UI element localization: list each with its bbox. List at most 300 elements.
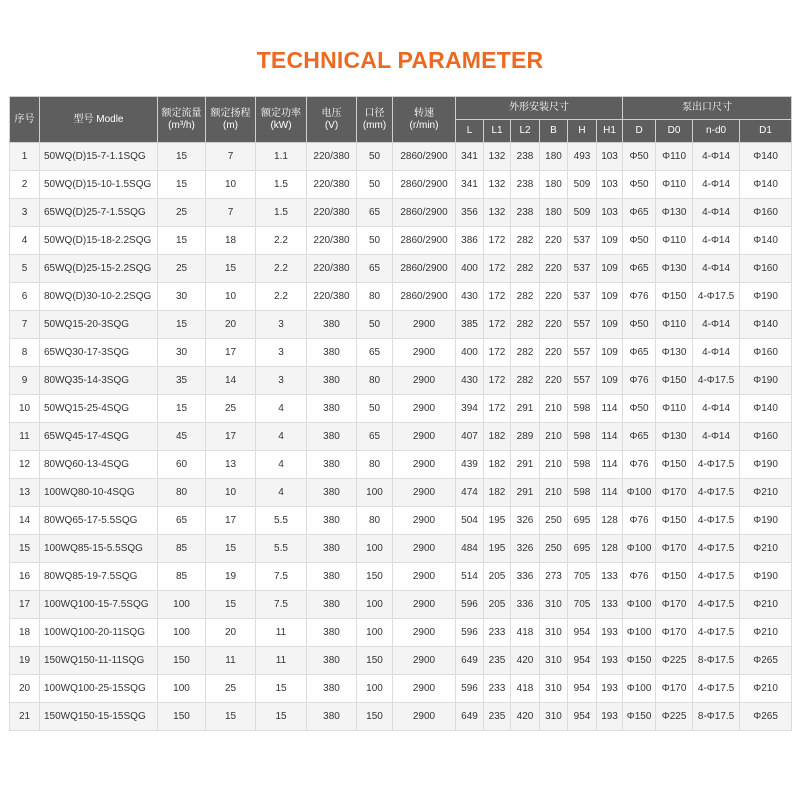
- cell-n-d0: 4-Φ14: [693, 339, 740, 367]
- header-caliber-unit: (mm): [362, 119, 387, 131]
- cell-caliber: 100: [357, 535, 393, 563]
- cell-voltage: 380: [307, 507, 357, 535]
- cell-h: 557: [568, 367, 597, 395]
- cell-flow: 150: [158, 703, 206, 731]
- cell-b: 310: [540, 591, 568, 619]
- header-l1: L1: [484, 120, 511, 143]
- cell-h: 598: [568, 395, 597, 423]
- cell-b: 180: [540, 171, 568, 199]
- cell-speed: 2860/2900: [393, 283, 456, 311]
- cell-l2: 418: [511, 675, 540, 703]
- cell-caliber: 80: [357, 283, 393, 311]
- cell-d0: Φ150: [656, 367, 693, 395]
- cell-d0: Φ130: [656, 339, 693, 367]
- cell-no: 14: [10, 507, 40, 535]
- cell-d: Φ50: [623, 227, 656, 255]
- header-d: D: [623, 120, 656, 143]
- cell-voltage: 220/380: [307, 255, 357, 283]
- cell-d: Φ65: [623, 339, 656, 367]
- cell-d1: Φ160: [740, 255, 792, 283]
- cell-d0: Φ170: [656, 619, 693, 647]
- table-row: [10, 423, 792, 451]
- cell-d1: Φ210: [740, 675, 792, 703]
- cell-d: Φ100: [623, 535, 656, 563]
- table-row: [10, 535, 792, 563]
- cell-h: 557: [568, 311, 597, 339]
- cell-power: 4: [256, 451, 307, 479]
- cell-caliber: 50: [357, 171, 393, 199]
- cell-power: 4: [256, 395, 307, 423]
- cell-b: 220: [540, 283, 568, 311]
- cell-model: 100WQ80-10-4SQG: [40, 479, 158, 507]
- cell-d: Φ50: [623, 311, 656, 339]
- cell-d: Φ76: [623, 367, 656, 395]
- cell-no: 13: [10, 479, 40, 507]
- cell-n-d0: 4-Φ17.5: [693, 563, 740, 591]
- cell-d: Φ65: [623, 255, 656, 283]
- cell-b: 250: [540, 507, 568, 535]
- cell-no: 1: [10, 143, 40, 171]
- cell-h: 598: [568, 451, 597, 479]
- cell-d1: Φ190: [740, 451, 792, 479]
- cell-l2: 238: [511, 171, 540, 199]
- cell-n-d0: 4-Φ17.5: [693, 507, 740, 535]
- cell-flow: 85: [158, 563, 206, 591]
- cell-model: 150WQ150-15-15SQG: [40, 703, 158, 731]
- cell-l: 400: [456, 255, 484, 283]
- cell-l1: 205: [484, 563, 511, 591]
- cell-l: 385: [456, 311, 484, 339]
- header-l2: L2: [511, 120, 540, 143]
- cell-h: 954: [568, 703, 597, 731]
- cell-d0: Φ130: [656, 199, 693, 227]
- cell-d0: Φ110: [656, 143, 693, 171]
- cell-caliber: 50: [357, 395, 393, 423]
- cell-flow: 30: [158, 339, 206, 367]
- cell-l1: 172: [484, 227, 511, 255]
- header-b: B: [540, 120, 568, 143]
- cell-b: 180: [540, 199, 568, 227]
- cell-n-d0: 4-Φ14: [693, 395, 740, 423]
- cell-l2: 291: [511, 479, 540, 507]
- cell-l: 341: [456, 171, 484, 199]
- table-row: [10, 675, 792, 703]
- cell-h: 493: [568, 143, 597, 171]
- cell-d0: Φ170: [656, 591, 693, 619]
- cell-h1: 109: [597, 367, 623, 395]
- cell-l2: 326: [511, 507, 540, 535]
- cell-l: 649: [456, 703, 484, 731]
- table-row: [10, 451, 792, 479]
- cell-n-d0: 8-Φ17.5: [693, 647, 740, 675]
- cell-head: 17: [206, 507, 256, 535]
- cell-speed: 2900: [393, 675, 456, 703]
- cell-d0: Φ150: [656, 283, 693, 311]
- cell-d1: Φ140: [740, 143, 792, 171]
- cell-power: 11: [256, 647, 307, 675]
- cell-l2: 291: [511, 395, 540, 423]
- cell-l1: 195: [484, 507, 511, 535]
- cell-l: 514: [456, 563, 484, 591]
- cell-power: 1.5: [256, 171, 307, 199]
- cell-flow: 80: [158, 479, 206, 507]
- cell-speed: 2860/2900: [393, 199, 456, 227]
- cell-n-d0: 4-Φ14: [693, 199, 740, 227]
- table-row: [10, 311, 792, 339]
- cell-caliber: 80: [357, 367, 393, 395]
- table-row: [10, 619, 792, 647]
- cell-h1: 133: [597, 563, 623, 591]
- cell-no: 16: [10, 563, 40, 591]
- cell-model: 80WQ65-17-5.5SQG: [40, 507, 158, 535]
- cell-n-d0: 4-Φ17.5: [693, 675, 740, 703]
- cell-n-d0: 4-Φ14: [693, 143, 740, 171]
- cell-h1: 114: [597, 479, 623, 507]
- cell-l2: 291: [511, 451, 540, 479]
- header-voltage-label: 电压: [321, 107, 342, 119]
- cell-caliber: 80: [357, 451, 393, 479]
- cell-h1: 103: [597, 199, 623, 227]
- cell-no: 3: [10, 199, 40, 227]
- cell-d0: Φ150: [656, 451, 693, 479]
- cell-no: 10: [10, 395, 40, 423]
- cell-d1: Φ190: [740, 367, 792, 395]
- cell-no: 18: [10, 619, 40, 647]
- header-outlet-group: 泵出口尺寸: [623, 97, 792, 120]
- cell-power: 7.5: [256, 591, 307, 619]
- cell-flow: 150: [158, 647, 206, 675]
- cell-voltage: 380: [307, 311, 357, 339]
- cell-d0: Φ130: [656, 423, 693, 451]
- cell-d0: Φ130: [656, 255, 693, 283]
- cell-voltage: 220/380: [307, 283, 357, 311]
- cell-d1: Φ160: [740, 199, 792, 227]
- cell-d: Φ76: [623, 451, 656, 479]
- cell-caliber: 150: [357, 563, 393, 591]
- cell-flow: 30: [158, 283, 206, 311]
- cell-caliber: 80: [357, 507, 393, 535]
- cell-b: 273: [540, 563, 568, 591]
- cell-speed: 2900: [393, 367, 456, 395]
- cell-d1: Φ140: [740, 311, 792, 339]
- cell-l: 484: [456, 535, 484, 563]
- cell-caliber: 65: [357, 199, 393, 227]
- cell-power: 4: [256, 423, 307, 451]
- cell-power: 2.2: [256, 255, 307, 283]
- cell-l: 439: [456, 451, 484, 479]
- cell-caliber: 150: [357, 647, 393, 675]
- cell-speed: 2900: [393, 703, 456, 731]
- cell-h1: 109: [597, 227, 623, 255]
- cell-caliber: 100: [357, 619, 393, 647]
- cell-l: 394: [456, 395, 484, 423]
- header-l: L: [456, 120, 484, 143]
- cell-d0: Φ110: [656, 311, 693, 339]
- cell-h: 509: [568, 199, 597, 227]
- table-row: [10, 395, 792, 423]
- cell-n-d0: 4-Φ17.5: [693, 535, 740, 563]
- cell-speed: 2860/2900: [393, 227, 456, 255]
- cell-l: 430: [456, 283, 484, 311]
- cell-h1: 133: [597, 591, 623, 619]
- cell-flow: 15: [158, 171, 206, 199]
- cell-model: 80WQ60-13-4SQG: [40, 451, 158, 479]
- table-row: [10, 143, 792, 171]
- cell-h1: 109: [597, 255, 623, 283]
- cell-no: 11: [10, 423, 40, 451]
- cell-b: 210: [540, 479, 568, 507]
- header-install-group: 外形安装尺寸: [456, 97, 623, 120]
- cell-speed: 2900: [393, 311, 456, 339]
- cell-d: Φ50: [623, 395, 656, 423]
- cell-d0: Φ150: [656, 563, 693, 591]
- cell-model: 150WQ150-11-11SQG: [40, 647, 158, 675]
- cell-l1: 233: [484, 619, 511, 647]
- cell-head: 18: [206, 227, 256, 255]
- header-caliber: [357, 97, 393, 143]
- cell-flow: 100: [158, 619, 206, 647]
- cell-l1: 235: [484, 647, 511, 675]
- cell-n-d0: 8-Φ17.5: [693, 703, 740, 731]
- cell-speed: 2900: [393, 479, 456, 507]
- cell-n-d0: 4-Φ14: [693, 423, 740, 451]
- cell-d0: Φ170: [656, 535, 693, 563]
- cell-head: 17: [206, 423, 256, 451]
- header-head: [206, 97, 256, 143]
- cell-d0: Φ110: [656, 227, 693, 255]
- cell-d: Φ100: [623, 479, 656, 507]
- cell-l: 649: [456, 647, 484, 675]
- cell-no: 7: [10, 311, 40, 339]
- cell-speed: 2900: [393, 619, 456, 647]
- cell-flow: 25: [158, 199, 206, 227]
- cell-h1: 193: [597, 619, 623, 647]
- cell-h1: 114: [597, 423, 623, 451]
- cell-l1: 172: [484, 255, 511, 283]
- cell-no: 15: [10, 535, 40, 563]
- technical-parameter-table: [9, 96, 792, 731]
- cell-n-d0: 4-Φ17.5: [693, 451, 740, 479]
- cell-power: 1.1: [256, 143, 307, 171]
- cell-speed: 2860/2900: [393, 255, 456, 283]
- cell-d1: Φ190: [740, 563, 792, 591]
- header-flow: [158, 97, 206, 143]
- cell-speed: 2860/2900: [393, 143, 456, 171]
- cell-caliber: 65: [357, 339, 393, 367]
- cell-voltage: 220/380: [307, 227, 357, 255]
- cell-no: 19: [10, 647, 40, 675]
- cell-voltage: 380: [307, 591, 357, 619]
- cell-speed: 2900: [393, 451, 456, 479]
- cell-l: 400: [456, 339, 484, 367]
- cell-d0: Φ150: [656, 507, 693, 535]
- cell-d1: Φ210: [740, 535, 792, 563]
- cell-l2: 238: [511, 143, 540, 171]
- cell-voltage: 220/380: [307, 171, 357, 199]
- header-speed-unit: (r/min): [409, 119, 439, 131]
- cell-n-d0: 4-Φ14: [693, 171, 740, 199]
- header-voltage-unit: (V): [324, 119, 339, 131]
- cell-h: 537: [568, 283, 597, 311]
- cell-power: 7.5: [256, 563, 307, 591]
- cell-l2: 282: [511, 339, 540, 367]
- cell-caliber: 50: [357, 311, 393, 339]
- cell-d: Φ150: [623, 647, 656, 675]
- cell-flow: 15: [158, 227, 206, 255]
- cell-h: 705: [568, 563, 597, 591]
- cell-flow: 25: [158, 255, 206, 283]
- cell-no: 9: [10, 367, 40, 395]
- cell-voltage: 380: [307, 563, 357, 591]
- cell-head: 14: [206, 367, 256, 395]
- cell-d: Φ100: [623, 675, 656, 703]
- table-row: [10, 171, 792, 199]
- cell-power: 15: [256, 675, 307, 703]
- cell-l1: 172: [484, 395, 511, 423]
- cell-head: 10: [206, 283, 256, 311]
- cell-voltage: 380: [307, 619, 357, 647]
- cell-l1: 132: [484, 199, 511, 227]
- table-row: [10, 227, 792, 255]
- cell-d1: Φ140: [740, 227, 792, 255]
- cell-head: 7: [206, 143, 256, 171]
- cell-caliber: 50: [357, 227, 393, 255]
- cell-power: 1.5: [256, 199, 307, 227]
- cell-power: 4: [256, 479, 307, 507]
- header-h1: H1: [597, 120, 623, 143]
- cell-l: 504: [456, 507, 484, 535]
- cell-b: 310: [540, 647, 568, 675]
- cell-h1: 193: [597, 703, 623, 731]
- cell-voltage: 380: [307, 423, 357, 451]
- table-row: [10, 647, 792, 675]
- cell-head: 10: [206, 479, 256, 507]
- cell-h: 598: [568, 479, 597, 507]
- cell-l2: 282: [511, 255, 540, 283]
- cell-no: 6: [10, 283, 40, 311]
- cell-speed: 2860/2900: [393, 171, 456, 199]
- cell-l1: 205: [484, 591, 511, 619]
- cell-head: 20: [206, 619, 256, 647]
- cell-l1: 172: [484, 367, 511, 395]
- cell-d0: Φ110: [656, 395, 693, 423]
- cell-n-d0: 4-Φ17.5: [693, 591, 740, 619]
- cell-h: 598: [568, 423, 597, 451]
- cell-d1: Φ160: [740, 339, 792, 367]
- table-row: [10, 255, 792, 283]
- cell-head: 15: [206, 703, 256, 731]
- page-title: TECHNICAL PARAMETER: [256, 47, 544, 73]
- cell-l2: 282: [511, 311, 540, 339]
- cell-l2: 420: [511, 703, 540, 731]
- cell-b: 220: [540, 227, 568, 255]
- cell-l2: 282: [511, 367, 540, 395]
- cell-l1: 132: [484, 171, 511, 199]
- header-model: 型号 Modle: [40, 97, 158, 143]
- cell-d: Φ76: [623, 507, 656, 535]
- header-power-unit: (kW): [270, 119, 292, 131]
- cell-b: 310: [540, 675, 568, 703]
- cell-head: 10: [206, 171, 256, 199]
- header-flow-unit: (m³/h): [168, 119, 195, 131]
- cell-model: 50WQ15-20-3SQG: [40, 311, 158, 339]
- cell-l2: 336: [511, 591, 540, 619]
- cell-h1: 109: [597, 339, 623, 367]
- cell-l: 430: [456, 367, 484, 395]
- header-power-label: 额定功率: [261, 107, 301, 119]
- cell-d1: Φ210: [740, 591, 792, 619]
- cell-d: Φ50: [623, 171, 656, 199]
- cell-n-d0: 4-Φ17.5: [693, 619, 740, 647]
- table-row: [10, 367, 792, 395]
- cell-d: Φ50: [623, 143, 656, 171]
- cell-n-d0: 4-Φ14: [693, 311, 740, 339]
- cell-d1: Φ190: [740, 283, 792, 311]
- cell-flow: 60: [158, 451, 206, 479]
- cell-l1: 182: [484, 479, 511, 507]
- cell-h: 537: [568, 255, 597, 283]
- cell-model: 50WQ(D)15-18-2.2SQG: [40, 227, 158, 255]
- cell-head: 11: [206, 647, 256, 675]
- cell-h: 537: [568, 227, 597, 255]
- cell-model: 50WQ15-25-4SQG: [40, 395, 158, 423]
- cell-speed: 2900: [393, 647, 456, 675]
- cell-flow: 45: [158, 423, 206, 451]
- cell-head: 15: [206, 591, 256, 619]
- cell-speed: 2900: [393, 563, 456, 591]
- cell-voltage: 380: [307, 451, 357, 479]
- cell-model: 80WQ85-19-7.5SQG: [40, 563, 158, 591]
- header-speed-label: 转速: [414, 107, 434, 119]
- cell-h1: 103: [597, 143, 623, 171]
- cell-l2: 289: [511, 423, 540, 451]
- cell-h1: 114: [597, 451, 623, 479]
- cell-no: 12: [10, 451, 40, 479]
- cell-flow: 15: [158, 143, 206, 171]
- cell-l: 341: [456, 143, 484, 171]
- cell-head: 7: [206, 199, 256, 227]
- cell-d1: Φ265: [740, 647, 792, 675]
- cell-head: 15: [206, 535, 256, 563]
- cell-d1: Φ160: [740, 423, 792, 451]
- cell-d: Φ65: [623, 423, 656, 451]
- cell-flow: 100: [158, 675, 206, 703]
- cell-l1: 172: [484, 311, 511, 339]
- cell-h: 954: [568, 675, 597, 703]
- header-head-label: 额定扬程: [210, 107, 251, 119]
- cell-d1: Φ190: [740, 507, 792, 535]
- cell-power: 11: [256, 619, 307, 647]
- cell-b: 220: [540, 339, 568, 367]
- cell-d0: Φ225: [656, 703, 693, 731]
- cell-d1: Φ140: [740, 171, 792, 199]
- table-body: [10, 143, 792, 731]
- cell-l2: 420: [511, 647, 540, 675]
- cell-caliber: 100: [357, 591, 393, 619]
- cell-b: 210: [540, 423, 568, 451]
- cell-d: Φ100: [623, 619, 656, 647]
- cell-power: 2.2: [256, 227, 307, 255]
- header-d1: D1: [740, 120, 792, 143]
- cell-caliber: 100: [357, 675, 393, 703]
- cell-d: Φ65: [623, 199, 656, 227]
- cell-d1: Φ265: [740, 703, 792, 731]
- cell-model: 80WQ(D)30-10-2.2SQG: [40, 283, 158, 311]
- header-caliber-label: 口径: [364, 107, 385, 119]
- cell-l2: 336: [511, 563, 540, 591]
- cell-b: 210: [540, 395, 568, 423]
- cell-speed: 2900: [393, 395, 456, 423]
